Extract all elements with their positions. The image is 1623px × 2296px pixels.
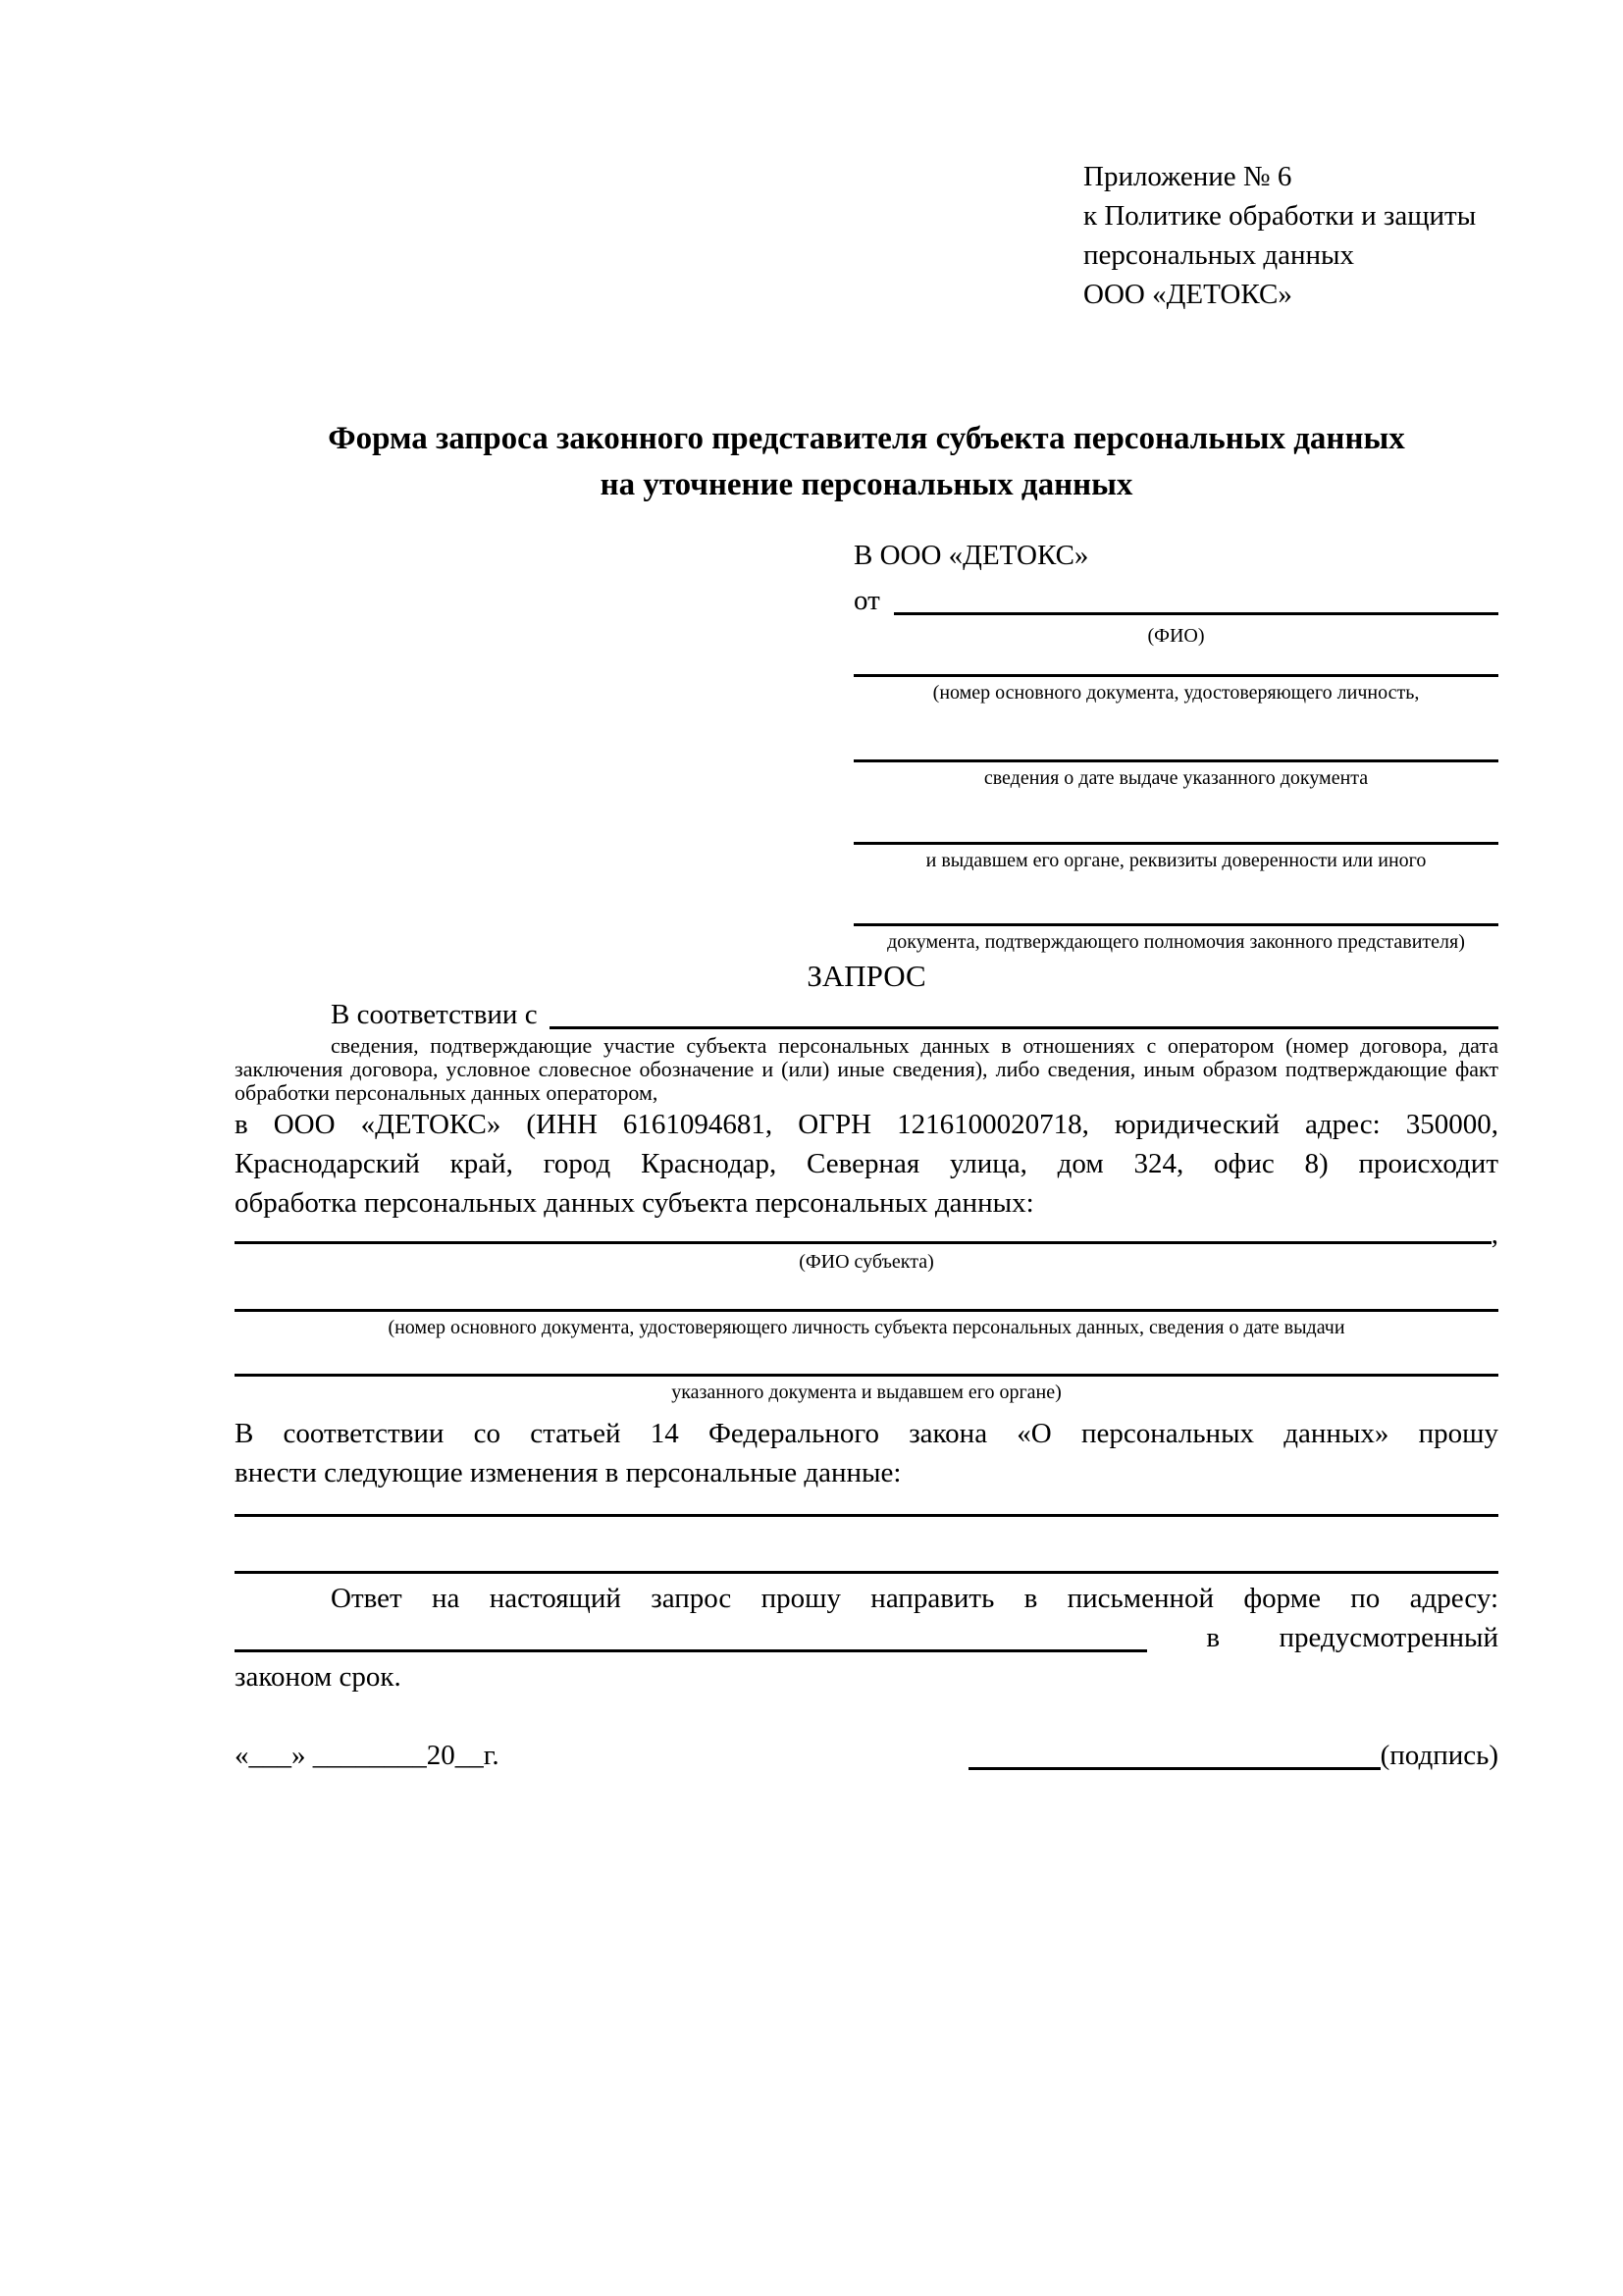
doc-field <box>854 874 1498 956</box>
signature-row <box>235 1736 1498 1775</box>
response-word: предусмотренный <box>1279 1622 1498 1653</box>
address-underline <box>235 1649 1147 1652</box>
form-title-line: на уточнение персональных данных <box>600 467 1133 502</box>
request-heading: ЗАПРОС <box>807 959 926 993</box>
doc-underline <box>854 650 1498 677</box>
subject-doc-underline <box>235 1341 1498 1377</box>
doc-caption: и выдавшем его органе, реквизиты доверенности или иного <box>925 850 1427 871</box>
appendix-line: Приложение № 6 <box>1083 161 1292 192</box>
fio-caption: (ФИО) <box>1147 625 1205 647</box>
subject-doc-field <box>235 1276 1498 1341</box>
accordance-underline <box>550 1026 1498 1029</box>
organization-line: В ООО «ДЕТОКС» <box>854 540 1089 571</box>
appendix-line: ООО «ДЕТОКС» <box>1083 279 1292 310</box>
signature-caption: (подпись) <box>1380 1740 1498 1771</box>
footnote-line: заключения договора, условное словесное обозначение и (или) иные сведения), либо сведения, иным образом подтверждающие факт <box>235 1057 1498 1081</box>
doc-underline <box>854 706 1498 762</box>
form-title <box>235 416 1498 508</box>
doc-underline <box>854 792 1498 845</box>
addressee-block <box>854 536 1498 956</box>
response-word: в <box>1206 1622 1221 1653</box>
subject-fio-underline <box>235 1241 1492 1244</box>
subject-doc-caption: указанного документа и выдавшем его органе) <box>671 1382 1062 1403</box>
operator-paragraph <box>235 1105 1498 1223</box>
doc-caption: сведения о дате выдаче указанного документа <box>983 767 1369 789</box>
appendix-line: к Политике обработки и защиты <box>1083 200 1477 232</box>
response-paragraph-line: законом срок. <box>235 1661 401 1693</box>
blank-field-underline <box>235 1571 1498 1574</box>
trailing-comma: , <box>1491 1219 1498 1250</box>
doc-field <box>854 792 1498 874</box>
response-paragraph-line: Ответ на настоящий запрос прошу направить в письменной форме по адресу: <box>331 1583 1498 1614</box>
fio-underline <box>894 612 1498 615</box>
footnote <box>235 1034 1498 1105</box>
subject-fio-caption: (ФИО субъекта) <box>799 1251 934 1273</box>
accordance-row <box>235 995 1498 1034</box>
doc-field <box>854 706 1498 792</box>
subject-fio-row <box>235 1219 1498 1250</box>
doc-caption: документа, подтверждающего полномочия законного представителя) <box>887 931 1465 953</box>
operator-paragraph-line: Краснодарский край, город Краснодар, Северная улица, дом 324, офис 8) происходит <box>235 1148 1498 1179</box>
from-label: от <box>854 585 880 616</box>
signature-field <box>969 1736 1498 1775</box>
address-row <box>235 1618 1498 1657</box>
doc-caption: (номер основного документа, удостоверяющего личность, <box>932 682 1420 704</box>
form-title-line: Форма запроса законного представителя субъекта персональных данных <box>328 421 1405 456</box>
operator-paragraph-line: обработка персональных данных субъекта персональных данных: <box>235 1187 1034 1219</box>
article-paragraph-line: внести следующие изменения в персональные данные: <box>235 1457 902 1488</box>
from-row <box>854 581 1498 620</box>
appendix-line: персональных данных <box>1083 239 1355 271</box>
article-paragraph-line: В соответствии со статьей 14 Федерального закона «О персональных данных» прошу <box>235 1418 1498 1449</box>
operator-paragraph-line: в ООО «ДЕТОКС» (ИНН 6161094681, ОГРН 1216100020718, юридический адрес: 350000, <box>235 1109 1498 1140</box>
footnote-line: обработки персональных данных оператором, <box>235 1080 658 1105</box>
footnote-line: сведения, подтверждающие участие субъекта персональных данных в отношениях с оператором (номер договора, дата <box>331 1033 1498 1058</box>
subject-doc-caption: (номер основного документа, удостоверяющего личность субъекта персональных данных, сведения о дате выдачи <box>388 1317 1345 1338</box>
subject-doc-underline <box>235 1276 1498 1312</box>
article-paragraph <box>235 1414 1498 1492</box>
appendix-header <box>1083 157 1498 314</box>
date-field: «___» ________20__г. <box>235 1740 499 1771</box>
doc-underline <box>854 874 1498 926</box>
blank-field-underline <box>235 1514 1498 1517</box>
doc-field <box>854 650 1498 706</box>
subject-doc-field <box>235 1341 1498 1406</box>
accordance-label: В соответствии с <box>331 999 538 1030</box>
signature-underline <box>969 1767 1381 1770</box>
